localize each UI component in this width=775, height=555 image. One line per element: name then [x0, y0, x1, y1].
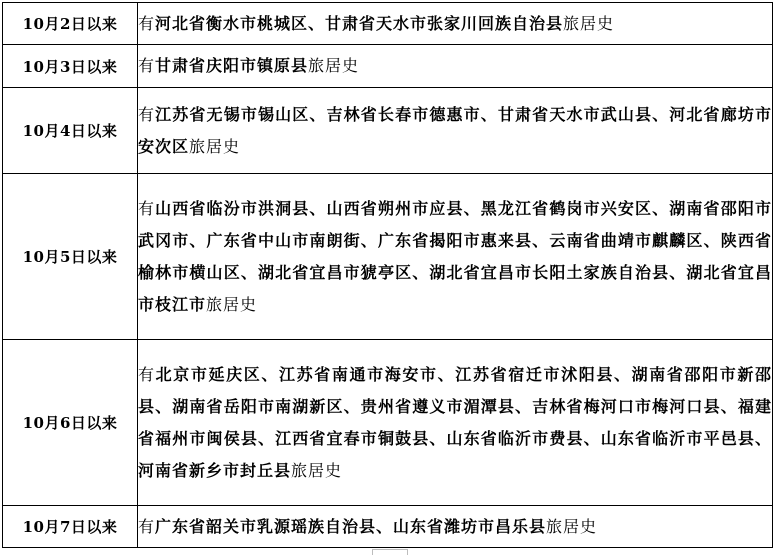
- locations-text: 甘肃省庆阳市镇原县: [155, 56, 309, 75]
- table-row: [3, 340, 773, 506]
- locations-cell: [138, 88, 773, 174]
- suffix-text: 旅居史: [189, 136, 241, 156]
- date-cell: 10月7日以来: [3, 506, 138, 548]
- locations-text: 广东省韶关市乳源瑶族自治县、山东省潍坊市昌乐县: [155, 516, 547, 536]
- locations-text: 江苏省无锡市锡山区、吉林省长春市德惠市、甘肃省天水市武山县、河北省廊坊市安次区: [138, 104, 772, 156]
- travel-history-table: [2, 2, 773, 548]
- prefix-text: 有: [138, 364, 156, 384]
- prefix-text: 有: [138, 56, 156, 75]
- date-cell: 10月6日以来: [3, 340, 138, 506]
- locations-cell: [138, 45, 773, 88]
- table-row: [3, 506, 773, 548]
- suffix-text: 旅居史: [546, 516, 598, 536]
- prefix-text: 有: [138, 13, 156, 33]
- table-row: [3, 174, 773, 340]
- suffix-text: 旅居史: [308, 56, 360, 75]
- locations-cell: [138, 174, 773, 340]
- date-cell: 10月3日以来: [3, 45, 138, 88]
- date-cell: 10月5日以来: [3, 174, 138, 340]
- locations-cell: [138, 340, 773, 506]
- locations-text: 北京市延庆区、江苏省南通市海安市、江苏省宿迁市沭阳县、湖南省邵阳市新邵县、湖南省岳阳市南湖新区、贵州省遵义市湄潭县、吉林省梅河口市梅河口县、福建省福州市闽侯县、江西省宜春市铜鼓县、山东省临沂市费县、山东省临沂市平邑县、河南省新乡市封丘县: [138, 364, 772, 480]
- prefix-text: 有: [138, 198, 156, 218]
- suffix-text: 旅居史: [206, 294, 258, 314]
- table-row: [3, 3, 773, 45]
- table-row: [3, 45, 773, 88]
- locations-text: 河北省衡水市桃城区、甘肃省天水市张家川回族自治县: [155, 13, 564, 33]
- page-edge-marker: [372, 549, 408, 555]
- suffix-text: 旅居史: [563, 13, 615, 33]
- suffix-text: 旅居史: [291, 460, 343, 480]
- table-row: [3, 88, 773, 174]
- locations-cell: [138, 506, 773, 548]
- locations-text: 山西省临汾市洪洞县、山西省朔州市应县、黑龙江省鹤岗市兴安区、湖南省邵阳市武冈市、广东省中山市南朗街、广东省揭阳市惠来县、云南省曲靖市麒麟区、陕西省榆林市横山区、湖北省宜昌市猇亭区、湖北省宜昌市长阳土家族自治县、湖北省宜昌市枝江市: [138, 198, 772, 314]
- date-cell: 10月4日以来: [3, 88, 138, 174]
- locations-cell: [138, 3, 773, 45]
- prefix-text: 有: [138, 516, 156, 536]
- date-cell: 10月2日以来: [3, 3, 138, 45]
- prefix-text: 有: [138, 104, 156, 124]
